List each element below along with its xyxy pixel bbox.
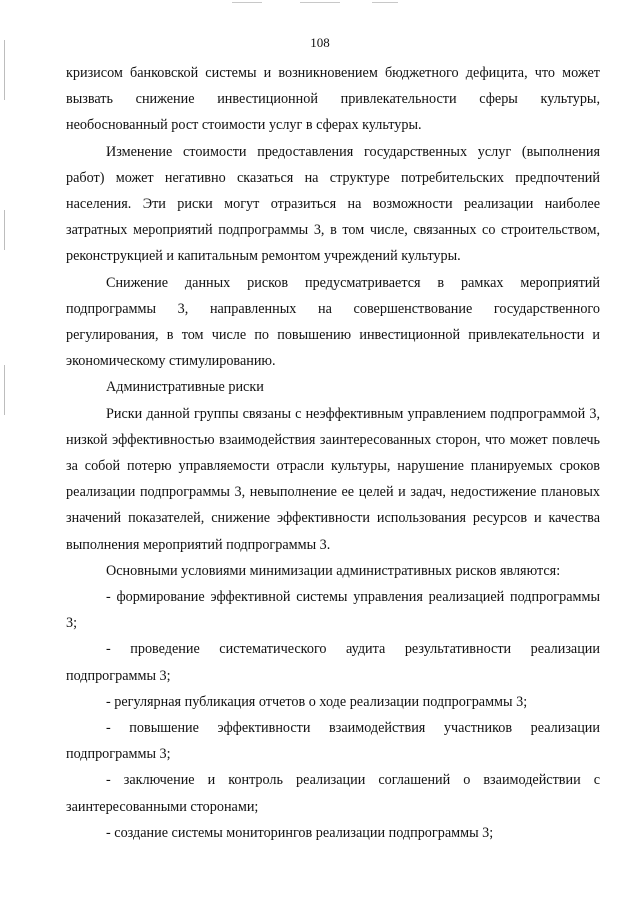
scan-artifact xyxy=(300,2,340,3)
paragraph-continuation: кризисом банковской системы и возникновением бюджетного дефицита, что может вызвать снижение инвестиционной привлекательности сферы культуры, необоснованный рост стоимости услуг в сферах культуры. xyxy=(66,65,600,134)
paragraph-minimization-conditions: Основными условиями минимизации административных рисков являются: xyxy=(106,562,561,579)
list-item: - регулярная публикация отчетов о ходе реализации подпрограммы 3; xyxy=(106,693,528,710)
scan-artifact xyxy=(232,2,262,3)
list-item: - заключение и контроль реализации соглашений о взаимодействии с заинтересованными сторонами; xyxy=(66,772,600,815)
page-number: 108 xyxy=(310,35,330,50)
list-item: - проведение систематического аудита результативности реализации подпрограммы 3; xyxy=(66,641,600,684)
scan-artifact xyxy=(372,2,398,3)
list-item: - формирование эффективной системы управления реализацией подпрограммы 3; xyxy=(66,589,600,632)
document-body xyxy=(66,60,600,846)
list-item: - создание системы мониторингов реализации подпрограммы 3; xyxy=(106,824,494,841)
list-item: - повышение эффективности взаимодействия участников реализации подпрограммы 3; xyxy=(66,720,600,763)
scan-artifact xyxy=(4,210,5,250)
scan-artifact xyxy=(4,365,5,415)
paragraph-service-cost: Изменение стоимости предоставления государственных услуг (выполнения работ) может негативно сказаться на структуре потребительских предпочтений населения. Эти риски могут отразиться на возможности реализации наиболее затратных мероприятий подпрограммы 3, в том числе, связанных со строительством, реконструкцией и капитальным ремонтом учреждений культуры. xyxy=(66,143,600,265)
section-heading-administrative-risks: Административные риски xyxy=(106,379,264,396)
paragraph-risk-reduction: Снижение данных рисков предусматривается в рамках мероприятий подпрограммы 3, направленных на совершенствование государственного регулирования, в том числе по повышению инвестиционной привлекательности и экономическому стимулированию. xyxy=(66,274,600,370)
paragraph-administrative-risks: Риски данной группы связаны с неэффективным управлением подпрограммой 3, низкой эффективностью взаимодействия заинтересованных сторон, что может повлечь за собой потерю управляемости отрасли культуры, нарушение планируемых сроков реализации подпрограммы 3, невыполнение ее целей и задач, недостижение плановых значений показателей, снижение эффективности использования ресурсов и качества выполнения мероприятий подпрограммы 3. xyxy=(66,405,600,553)
